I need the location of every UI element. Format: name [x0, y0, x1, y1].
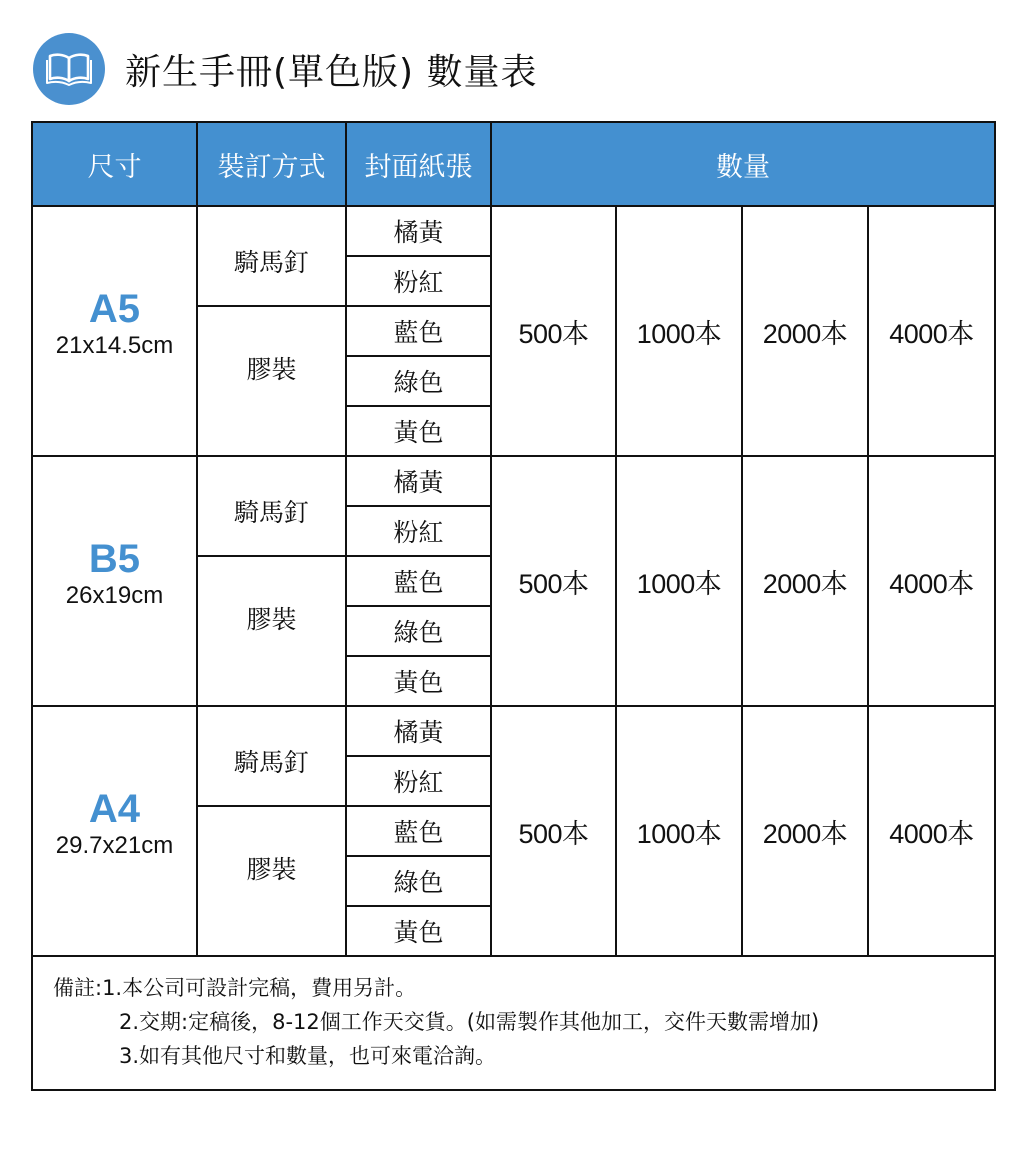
cover-color-cell: 綠色 — [346, 606, 491, 656]
quantity-cell: 500本 — [491, 706, 616, 956]
cover-color-cell: 藍色 — [346, 806, 491, 856]
cover-color-cell: 粉紅 — [346, 756, 491, 806]
cover-color-cell: 粉紅 — [346, 506, 491, 556]
header-cover-paper: 封面紙張 — [346, 122, 491, 206]
header-quantity: 數量 — [491, 122, 995, 206]
cover-color-cell: 橘黃 — [346, 456, 491, 506]
binding-cell: 騎馬釘 — [197, 206, 346, 306]
binding-cell: 膠裝 — [197, 306, 346, 456]
quantity-cell: 1000本 — [616, 206, 742, 456]
binding-cell: 膠裝 — [197, 556, 346, 706]
quantity-cell: 4000本 — [868, 456, 995, 706]
cover-color-cell: 藍色 — [346, 306, 491, 356]
cover-color-cell: 黃色 — [346, 906, 491, 956]
size-cell-a5 — [32, 206, 197, 456]
notes-row — [32, 956, 995, 1090]
cover-color-cell: 粉紅 — [346, 256, 491, 306]
cover-color-cell: 藍色 — [346, 556, 491, 606]
cover-color-cell: 橘黃 — [346, 706, 491, 756]
note-line-2: 2.交期:定稿後，8-12個工作天交貨。(如需製作其他加工，交件天數需增加) — [119, 1010, 820, 1034]
cover-color-cell: 黃色 — [346, 656, 491, 706]
quantity-cell: 1000本 — [616, 456, 742, 706]
size-cell-a4 — [32, 706, 197, 956]
cover-color-cell: 黃色 — [346, 406, 491, 456]
size-dimensions: 29.7x21cm — [55, 832, 174, 859]
size-code: B5 — [88, 537, 141, 581]
note-line-1: 備註:1.本公司可設計完稿，費用另計。 — [53, 976, 417, 1000]
size-cell-b5 — [32, 456, 197, 706]
cover-color-cell: 綠色 — [346, 356, 491, 406]
header-size: 尺寸 — [32, 122, 197, 206]
size-dimensions: 21x14.5cm — [55, 332, 174, 359]
cover-color-cell: 綠色 — [346, 856, 491, 906]
quantity-cell: 1000本 — [616, 706, 742, 956]
quantity-cell: 2000本 — [742, 706, 868, 956]
quantity-cell: 4000本 — [868, 706, 995, 956]
table-row — [32, 706, 995, 756]
quantity-cell: 500本 — [491, 456, 616, 706]
size-code: A5 — [88, 287, 141, 331]
notes-cell — [32, 956, 995, 1090]
quantity-cell: 500本 — [491, 206, 616, 456]
header-row — [32, 122, 995, 206]
size-code: A4 — [88, 787, 141, 831]
binding-cell: 膠裝 — [197, 806, 346, 956]
header-binding: 裝訂方式 — [197, 122, 346, 206]
size-dimensions: 26x19cm — [65, 582, 164, 609]
title-bar — [33, 32, 538, 106]
quantity-cell: 2000本 — [742, 456, 868, 706]
note-line-3: 3.如有其他尺寸和數量，也可來電洽詢。 — [119, 1044, 497, 1068]
page-title: 新生手冊(單色版) 數量表 — [125, 51, 538, 93]
binding-cell: 騎馬釘 — [197, 456, 346, 556]
table-row — [32, 206, 995, 256]
table-row — [32, 456, 995, 506]
quantity-cell: 4000本 — [868, 206, 995, 456]
cover-color-cell: 橘黃 — [346, 206, 491, 256]
quantity-cell: 2000本 — [742, 206, 868, 456]
binding-cell: 騎馬釘 — [197, 706, 346, 806]
quantity-table — [31, 121, 996, 1091]
open-book-icon — [33, 33, 105, 105]
